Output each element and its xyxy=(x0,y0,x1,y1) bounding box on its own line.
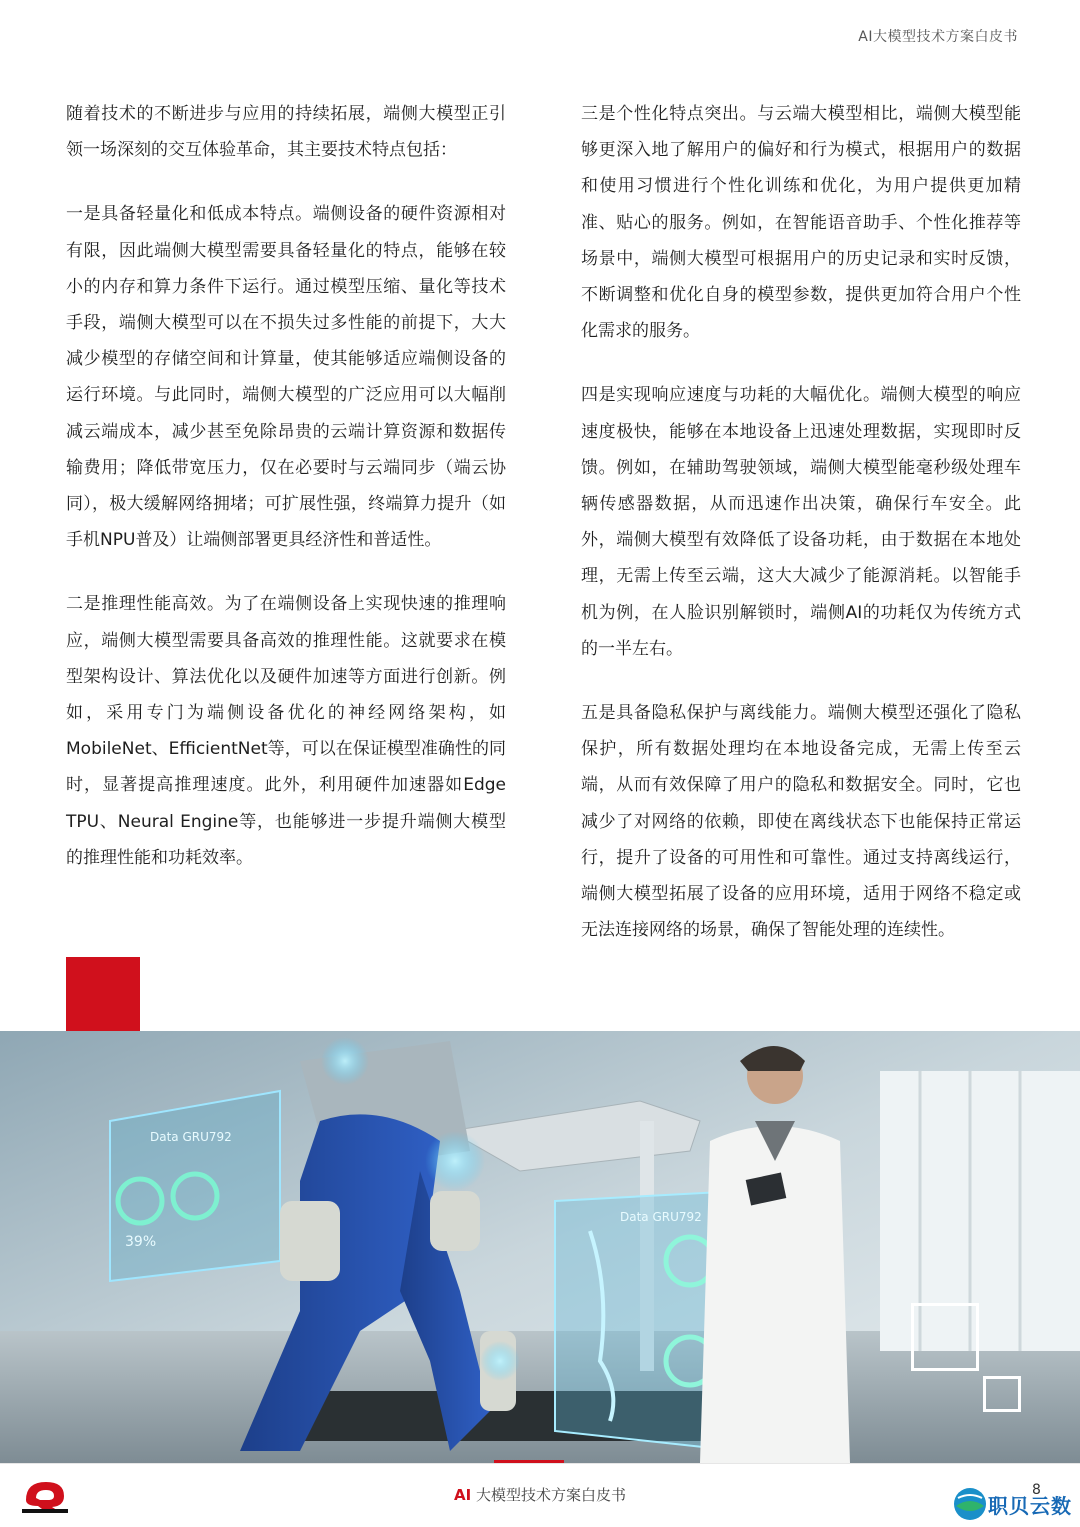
page-number: 8 xyxy=(1032,1482,1041,1498)
decorative-square-small xyxy=(983,1376,1021,1412)
footer-title-rest: 大模型技术方案白皮书 xyxy=(471,1486,626,1504)
red-accent-block xyxy=(66,957,140,1031)
paragraph: 随着技术的不断进步与应用的持续拓展，端侧大模型正引领一场深刻的交互体验革命，其主要技术特点包括： xyxy=(66,104,506,161)
paragraph: 一是具备轻量化和低成本特点。端侧设备的硬件资源相对有限，因此端侧大模型需要具备轻量化的特点，能够在较小的内存和算力条件下运行。通过模型压缩、量化等技术手段，端侧大模型可以在不损失过多性能的前提下，大大减少模型的存储空间和计算量，使其能够适应端侧设备的运行环境。与此同时，端侧大模型的广泛应用可以大幅削减云端成本，减少甚至免除昂贵的云端计算资源和数据传输费用；降低带宽压力，仅在必要时与云端同步（端云协同），极大缓解网络拥堵；可扩展性强，终端算力提升（如手机NPU普及）让端侧部署更具经济性和普适性。 xyxy=(66,204,506,551)
hud-right-label: Data GRU792 xyxy=(620,1210,702,1224)
hud-left-label: Data GRU792 xyxy=(150,1130,232,1144)
paragraph: 五是具备隐私保护与离线能力。端侧大模型还强化了隐私保护，所有数据处理均在本地设备完成，无需上传至云端，从而有效保障了用户的隐私和数据安全。同时，它也减少了对网络的依赖，即使在离线状态下也能保持正常运行，提升了设备的可用性和可靠性。通过支持离线运行，端侧大模型拓展了设备的应用环境，适用于网络不稳定或无法连接网络的场景，确保了智能处理的连续性。 xyxy=(581,703,1021,941)
left-text-column xyxy=(66,96,506,904)
paragraph: 四是实现响应速度与功耗的大幅优化。端侧大模型的响应速度极快，能够在本地设备上迅速处理数据，实现即时反馈。例如，在辅助驾驶领域，端侧大模型能毫秒级处理车辆传感器数据，从而迅速作出决策，确保行车安全。此外，端侧大模型有效降低了设备功耗，由于数据在本地处理，无需上传至云端，这大大减少了能源消耗。以智能手机为例，在人脸识别解锁时，端侧AI的功耗仅为传统方式的一半左右。 xyxy=(581,385,1021,659)
footer-doc-title xyxy=(0,1484,1080,1505)
decorative-square-large xyxy=(911,1303,979,1371)
paragraph: 二是推理性能高效。为了在端侧设备上实现快速的推理响应，端侧大模型需要具备高效的推理性能。这就要求在模型架构设计、算法优化以及硬件加速等方面进行创新。例如，采用专门为端侧设备优化的神经网络架构，如MobileNet、EfficientNet等，可以在保证模型准确性的同时，显著提高推理速度。此外，利用硬件加速器如Edge TPU、Neural Engine等，也能够进一步提升端侧大模型的推理性能和功耗效率。 xyxy=(66,594,506,868)
hud-left-value: 39% xyxy=(125,1234,157,1250)
right-text-column xyxy=(581,96,1021,976)
paragraph: 三是个性化特点突出。与云端大模型相比，端侧大模型能够更深入地了解用户的偏好和行为模式，根据用户的数据和使用习惯进行个性化训练和优化，为用户提供更加精准、贴心的服务。例如，在智能语音助手、个性化推荐等场景中，端侧大模型可根据用户的历史记录和实时反馈，不断调整和优化自身的模型参数，提供更加符合用户个性化需求的服务。 xyxy=(581,104,1021,342)
footer-divider xyxy=(0,1463,1080,1464)
exoskeleton-rehab-photo xyxy=(0,1031,1080,1463)
hud-panel-left xyxy=(110,1091,280,1281)
header-doc-title: AI大模型技术方案白皮书 xyxy=(858,29,1018,45)
footer-title-prefix: AI xyxy=(454,1486,472,1504)
brand-name: 职贝云数 xyxy=(988,1494,1072,1518)
